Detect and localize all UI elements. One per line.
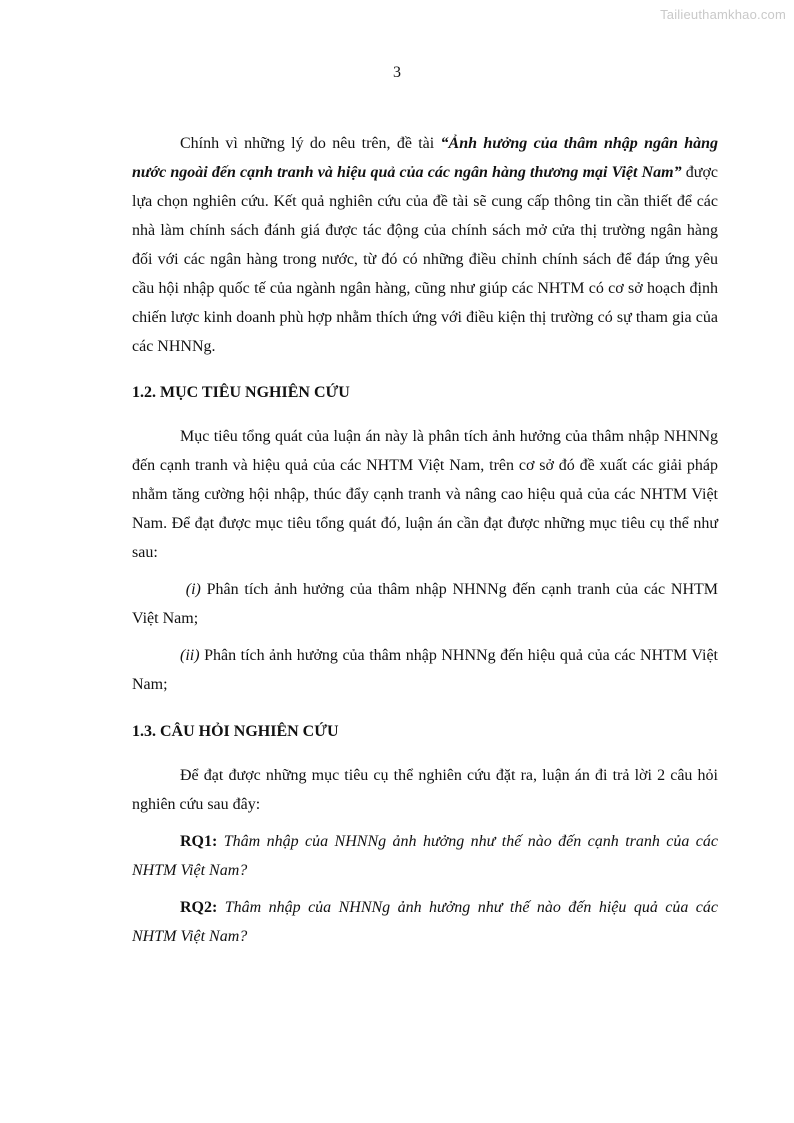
section-heading-research-questions: 1.3. CÂU HỎI NGHIÊN CỨU (132, 723, 339, 740)
intro-rest: được lựa chọn nghiên cứu. Kết quả nghiên cứu của đề tài sẽ cung cấp thông tin cần thiết để các nhà làm chính sách đánh giá được tác động của chính sách mở cửa thị trường ngân hàng đối với các ngân hàng trong nước, từ đó có những điều chỉnh chính sách để đáp ứng yêu cầu hội nhập quốc tế của ngành ngân hàng, cũng như giúp các NHTM có cơ sở hoạch định chiến lược kinh doanh phù hợp nhằm thích ứng với điều kiện thị trường có sự tham gia của các NHNNg. (132, 164, 719, 355)
research-question-item (132, 827, 718, 885)
question-text: Thâm nhập của NHNNg ảnh hưởng như thế nào đến cạnh tranh của các NHTM Việt Nam? (132, 833, 718, 879)
objective-label: (ii) (180, 647, 200, 664)
intro-paragraph (132, 129, 718, 361)
objective-item (132, 575, 718, 633)
objective-text: Phân tích ảnh hưởng của thâm nhập NHNNg đến hiệu quả của các NHTM Việt Nam; (132, 647, 718, 693)
question-label: RQ2: (180, 899, 218, 916)
intro-lead: Chính vì những lý do nêu trên, đề tài (180, 135, 441, 152)
document-body (132, 129, 718, 951)
objective-text: Phân tích ảnh hưởng của thâm nhập NHNNg đến cạnh tranh của các NHTM Việt Nam; (132, 581, 719, 627)
section-heading-objectives: 1.2. MỤC TIÊU NGHIÊN CỨU (132, 384, 350, 401)
objective-label: (i) (185, 581, 201, 598)
question-text: Thâm nhập của NHNNg ảnh hưởng như thế nào đến hiệu quả của các NHTM Việt Nam? (132, 899, 718, 945)
question-label: RQ1: (180, 833, 218, 850)
objective-item (132, 641, 718, 699)
watermark-text: Tailieuthamkhao.com (660, 7, 786, 22)
research-questions-paragraph: Để đạt được những mục tiêu cụ thể nghiên cứu đặt ra, luận án đi trả lời 2 câu hỏi nghiên cứu sau đây: (132, 767, 718, 813)
page-number: 3 (393, 64, 401, 81)
thesis-title-quote: “Ảnh hưởng của thâm nhập ngân hàng nước ngoài đến cạnh tranh và hiệu quả của các ngân hàng thương mại Việt Nam” (132, 135, 718, 181)
research-question-item (132, 893, 718, 951)
objectives-paragraph: Mục tiêu tổng quát của luận án này là phân tích ảnh hưởng của thâm nhập NHNNg đến cạnh tranh và hiệu quả của các NHTM Việt Nam, trên cơ sở đó đề xuất các giải pháp nhằm tăng cường hội nhập, thúc đẩy cạnh tranh và nâng cao hiệu quả của các NHTM Việt Nam. Để đạt được mục tiêu tổng quát đó, luận án cần đạt được những mục tiêu cụ thể như sau: (132, 428, 718, 561)
